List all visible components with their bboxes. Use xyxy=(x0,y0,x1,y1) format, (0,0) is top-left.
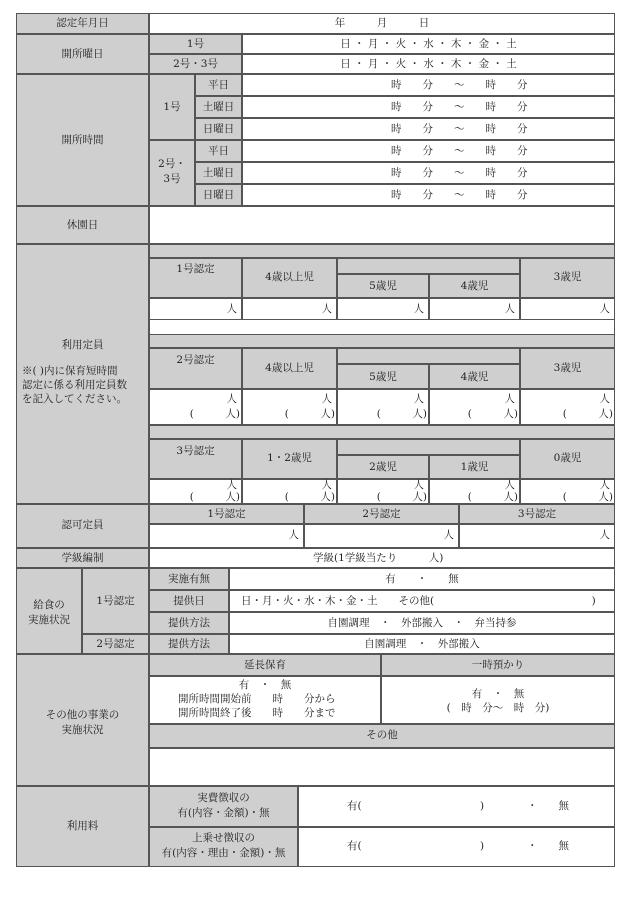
fees-row-value-mid: ) xyxy=(480,800,485,812)
capacity-sec1-unit: 人 xyxy=(599,303,610,315)
open-days-row2-days: 日 ・ 月 ・ 火 ・ 水 ・ 木 ・ 金 ・ 土 xyxy=(340,58,517,70)
capacity-sec3-unit: 人 xyxy=(226,479,237,491)
extended-care-line3: 開所時間終了後 時 分まで xyxy=(178,707,336,719)
capacity-sec2-unit: 人 xyxy=(413,393,424,405)
meals-row-label: 提供日 xyxy=(173,595,205,607)
capacity-sec2-unit: 人 xyxy=(226,393,237,405)
capacity-sec3-short: ( 人) xyxy=(284,491,335,503)
capacity-sec1-age3: 3歳児 xyxy=(553,271,582,283)
meals-row-value: 有 ・ 無 xyxy=(385,573,459,585)
approved-col3: 3号認定 xyxy=(517,508,557,520)
capacity-sec2-title: 2号認定 xyxy=(176,354,215,366)
open-hours-group23-line1: 2号・ xyxy=(158,158,186,170)
capacity-sec3-title: 3号認定 xyxy=(176,445,215,457)
fees-row-value-right: ・ 無 xyxy=(527,840,569,852)
extended-care-title: 延長保育 xyxy=(244,659,286,671)
capacity-sec1-unit: 人 xyxy=(226,303,237,315)
open-hours-time: 時 分 ～ 時 分 xyxy=(391,123,528,135)
open-hours-day-label: 土曜日 xyxy=(202,101,235,113)
temporary-care-line2: ( 時 分～ 時 分) xyxy=(446,702,550,714)
meals-type1: 1号認定 xyxy=(96,595,135,607)
capacity-sec1-age4: 4歳児 xyxy=(460,280,489,292)
capacity-sec1-topbar xyxy=(149,244,615,258)
meals-row-value: 日・月・火・水・木・金・土 その他( ) xyxy=(241,595,596,607)
fees-label: 利用料 xyxy=(66,820,99,832)
open-hours-day-label: 日曜日 xyxy=(202,189,235,201)
fees-row-label-line1: 上乗せ徴収の xyxy=(192,832,255,844)
capacity-sec2-unit: 人 xyxy=(504,393,515,405)
holidays-field[interactable] xyxy=(149,206,615,244)
other-field[interactable] xyxy=(149,748,615,786)
open-hours-label: 開所時間 xyxy=(61,134,104,146)
capacity-sec2-short: ( 人) xyxy=(189,408,240,420)
nintei-date-value: 年 月 日 xyxy=(334,17,430,29)
other-services-label-line2: 実施状況 xyxy=(61,724,104,736)
capacity-sec3-header-cell xyxy=(337,439,520,455)
capacity-sec1-unit: 人 xyxy=(413,303,424,315)
open-days-label: 開所曜日 xyxy=(61,48,104,60)
capacity-note: ※( )内に保育短時間 xyxy=(22,365,118,377)
open-days-type1: 1号 xyxy=(186,38,205,50)
capacity-sec1-age5: 5歳児 xyxy=(369,280,397,292)
fees-row-label-line2: 有(内容・金額)・無 xyxy=(177,807,270,819)
capacity-sec1-over4: 4歳以上児 xyxy=(265,271,314,283)
open-hours-day-label: 平日 xyxy=(208,145,229,157)
open-hours-time: 時 分 ～ 時 分 xyxy=(391,167,528,179)
fees-row-label-line2: 有(内容・理由・金額)・無 xyxy=(161,847,286,859)
open-hours-group1: 1号 xyxy=(163,101,181,113)
capacity-sec3-short: ( 人) xyxy=(467,491,518,503)
open-hours-time: 時 分 ～ 時 分 xyxy=(391,79,528,91)
classes-label: 学級編制 xyxy=(61,552,104,564)
capacity-sec3-short: ( 人) xyxy=(376,491,427,503)
capacity-sec2-over4: 4歳以上児 xyxy=(265,362,314,374)
open-days-row1-days: 日 ・ 月 ・ 火 ・ 水 ・ 木 ・ 金 ・ 土 xyxy=(340,38,517,50)
approved-unit: 人 xyxy=(443,529,454,541)
capacity-sec3-age2: 2歳児 xyxy=(369,461,397,473)
meals-row-label: 提供方法 xyxy=(168,617,210,629)
open-hours-day-label: 土曜日 xyxy=(202,167,235,179)
fees-row-value-left: 有( xyxy=(347,840,362,852)
temporary-care-title: 一時預かり xyxy=(471,659,525,671)
capacity-sec2-short: ( 人) xyxy=(284,408,335,420)
other-title: その他 xyxy=(366,729,398,741)
meals-row-value: 自園調理 ・ 外部搬入 ・ 弁当持参 xyxy=(327,617,517,629)
fees-row-value-mid: ) xyxy=(480,840,485,852)
classes-value: 学級(1学級当たり 人) xyxy=(313,552,444,564)
extended-care-line2: 開所時間開始前 時 分から xyxy=(178,693,336,705)
open-hours-time: 時 分 ～ 時 分 xyxy=(391,101,528,113)
meals-label-line2: 実施状況 xyxy=(28,614,70,626)
temporary-care-line1: 有 ・ 無 xyxy=(471,688,525,700)
capacity-sec3-unit: 人 xyxy=(504,479,515,491)
capacity-note: を記入してください。 xyxy=(22,393,127,405)
capacity-sec3-unit: 人 xyxy=(599,479,610,491)
capacity-sec3-unit: 人 xyxy=(413,479,424,491)
approved-unit: 人 xyxy=(288,529,299,541)
capacity-sec2-header-cell xyxy=(337,348,520,364)
capacity-sec3-age12: 1・2歳児 xyxy=(267,452,312,464)
open-days-type2: 2号・3号 xyxy=(173,58,218,70)
capacity-sec3-age0: 0歳児 xyxy=(553,452,582,464)
meals-row-value: 自園調理 ・ 外部搬入 xyxy=(364,638,480,650)
meals-row-label: 提供方法 xyxy=(168,638,210,650)
capacity-sec2-age4: 4歳児 xyxy=(460,371,489,383)
fees-row-label-line1: 実費徴収の xyxy=(197,792,250,804)
capacity-sec3-topbar xyxy=(149,425,615,439)
holidays-label: 休園日 xyxy=(66,219,99,231)
capacity-sec2-unit: 人 xyxy=(599,393,610,405)
capacity-sec2-short: ( 人) xyxy=(376,408,427,420)
capacity-sec1-unit: 人 xyxy=(321,303,332,315)
capacity-sec3-unit: 人 xyxy=(321,479,332,491)
capacity-note: 認定に係る利用定員数 xyxy=(22,379,127,391)
open-hours-day-label: 平日 xyxy=(208,79,229,91)
capacity-label: 利用定員 xyxy=(61,339,104,351)
open-hours-time: 時 分 ～ 時 分 xyxy=(391,145,528,157)
capacity-sec2-topbar xyxy=(149,334,615,348)
capacity-sec3-short: ( 人) xyxy=(562,491,613,503)
capacity-sec2-unit: 人 xyxy=(321,393,332,405)
approved-col1: 1号認定 xyxy=(207,508,246,520)
fees-row-value-right: ・ 無 xyxy=(527,800,569,812)
fees-row-value-left: 有( xyxy=(347,800,362,812)
open-hours-time: 時 分 ～ 時 分 xyxy=(391,189,528,201)
capacity-sec2-age5: 5歳児 xyxy=(369,371,397,383)
meals-label-line1: 給食の xyxy=(33,599,65,611)
capacity-sec2-short: ( 人) xyxy=(562,408,613,420)
capacity-sec2-age3: 3歳児 xyxy=(553,362,582,374)
nintei-date-label: 認定年月日 xyxy=(56,17,109,29)
open-hours-day-label: 日曜日 xyxy=(202,123,235,135)
capacity-sec2-short: ( 人) xyxy=(467,408,518,420)
other-services-label-line1: その他の事業の xyxy=(45,709,120,721)
open-hours-group23-line2: 3号 xyxy=(163,173,181,185)
approved-unit: 人 xyxy=(599,529,610,541)
capacity-sec1-unit: 人 xyxy=(504,303,515,315)
approved-label: 認可定員 xyxy=(61,519,104,531)
capacity-sec3-short: ( 人) xyxy=(189,491,240,503)
extended-care-line1: 有 ・ 無 xyxy=(238,679,292,691)
approved-col2: 2号認定 xyxy=(362,508,401,520)
capacity-sec3-age1: 1歳児 xyxy=(460,461,489,473)
capacity-sec1-title: 1号認定 xyxy=(176,263,215,275)
capacity-sec1-header-cell xyxy=(337,258,520,274)
meals-row-label: 実施有無 xyxy=(168,573,210,585)
meals-type2: 2号認定 xyxy=(96,638,135,650)
